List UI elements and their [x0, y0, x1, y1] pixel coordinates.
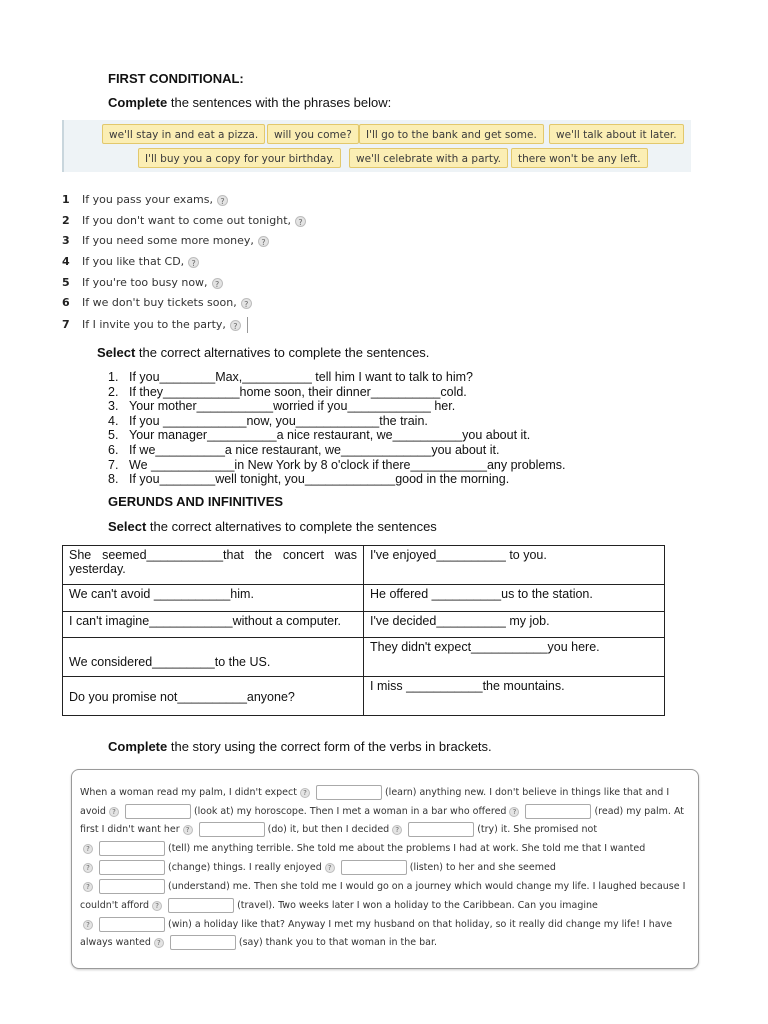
item-text: Your mother___________worried if you____________ her. [129, 399, 456, 414]
table-cell: We can't avoid ___________him. [63, 585, 364, 612]
story-text: always wanted [80, 937, 151, 948]
help-icon[interactable]: ? [83, 882, 93, 892]
instruction-text: the correct alternatives to complete the sentences. [135, 345, 430, 360]
conditional-sentence [62, 193, 228, 206]
item-number: 2 [62, 214, 70, 227]
help-icon[interactable]: ? [152, 901, 162, 911]
story-line [80, 859, 690, 876]
story-text: (read) my palm. At [594, 806, 685, 817]
table-cell: I can't imagine____________without a computer. [63, 612, 364, 638]
story-text: couldn't afford [80, 900, 150, 911]
item-text: If you________well tonight, you_____________good in the morning. [129, 472, 510, 487]
answer-input[interactable] [99, 879, 165, 894]
table-cell: I miss ___________the mountains. [364, 677, 665, 716]
gerunds-table [62, 545, 665, 716]
instruction-bold: Complete [108, 739, 168, 754]
answer-input[interactable] [99, 860, 165, 875]
phrase-bank [62, 120, 691, 172]
story-line [80, 897, 690, 914]
answer-input[interactable] [199, 822, 265, 837]
answer-input[interactable] [408, 822, 474, 837]
story-line [80, 840, 690, 857]
item-text: If we__________a nice restaurant, we_____________you about it. [129, 443, 500, 457]
story-text: (change) things. I really enjoyed [168, 862, 322, 873]
sentence-text: If you pass your exams, [82, 193, 214, 206]
item-number: 4. [108, 413, 119, 428]
sentence-text: If you don't want to come out tonight, [82, 214, 291, 227]
table-cell: I've decided__________ my job. [364, 612, 665, 638]
help-icon[interactable]: ? [212, 278, 223, 289]
help-icon[interactable]: ? [83, 863, 93, 873]
story-line [80, 934, 690, 951]
help-icon[interactable]: ? [83, 844, 93, 854]
section-heading-gerunds: GERUNDS AND INFINITIVES [108, 494, 284, 509]
table-cell: He offered __________us to the station. [364, 585, 665, 612]
story-text: (win) a holiday like that? Anyway I met my husband on that holiday, so it really did change my life! I have [168, 919, 673, 930]
item-text: If they___________home soon, their dinner__________cold. [129, 384, 467, 399]
sentence-text: If I invite you to the party, [82, 318, 226, 331]
answer-input[interactable] [168, 898, 234, 913]
story-text: (tell) me anything terrible. She told me about the problems I had at work. She told me that I wanted [168, 843, 646, 854]
table-cell: They didn't expect___________you here. [364, 638, 665, 677]
story-text: (do) it, but then I decided [267, 824, 390, 835]
item-number: 1 [62, 193, 70, 206]
help-icon[interactable]: ? [83, 920, 93, 930]
conditional-sentence [62, 214, 306, 227]
help-icon[interactable]: ? [109, 807, 119, 817]
table-cell: Do you promise not__________anyone? [63, 677, 364, 716]
help-icon[interactable]: ? [230, 320, 241, 331]
story-text: avoid [80, 806, 106, 817]
story-text: (travel). Two weeks later I won a holiday to the Caribbean. Can you imagine [237, 900, 598, 911]
select-item [108, 385, 467, 400]
table-cell: She seemed___________that the concert was yesterday. [63, 546, 364, 585]
select-item [108, 370, 473, 385]
story-text: (learn) anything new. I don't believe in things like that and I [384, 787, 670, 798]
item-number: 5. [108, 428, 119, 443]
phrase-chip[interactable]: I'll go to the bank and get some. [359, 124, 544, 144]
story-line [80, 916, 690, 933]
item-number: 6. [108, 443, 119, 457]
story-text: (try) it. She promised not [477, 824, 598, 835]
instruction-text: the story using the correct form of the verbs in brackets. [167, 739, 492, 754]
phrase-chip[interactable]: will you come? [267, 124, 359, 144]
help-icon[interactable]: ? [217, 195, 228, 206]
story-exercise-box [71, 769, 699, 969]
conditional-sentence [62, 255, 199, 268]
story-text: (say) thank you to that woman in the bar. [238, 937, 438, 948]
story-text: When a woman read my palm, I didn't expect [80, 787, 297, 798]
item-number: 5 [62, 276, 70, 289]
instruction-text: the correct alternatives to complete the sentences [146, 519, 437, 534]
story-line [80, 784, 690, 801]
item-number: 4 [62, 255, 70, 268]
item-text: Your manager__________a nice restaurant, we__________you about it. [129, 428, 531, 443]
help-icon[interactable]: ? [183, 825, 193, 835]
sentence-text: If we don't buy tickets soon, [82, 296, 237, 309]
select-item [108, 443, 499, 458]
instruction-complete-phrases [108, 95, 391, 110]
select-item [108, 458, 566, 473]
select-item [108, 428, 530, 443]
item-number: 7 [62, 318, 70, 331]
help-icon[interactable]: ? [300, 788, 310, 798]
answer-input[interactable] [525, 804, 591, 819]
story-line [80, 821, 690, 838]
phrase-chip[interactable]: we'll celebrate with a party. [349, 148, 508, 168]
help-icon[interactable]: ? [325, 863, 335, 873]
conditional-sentence [62, 234, 269, 247]
sentence-text: If you're too busy now, [82, 276, 208, 289]
select-item [108, 472, 509, 487]
help-icon[interactable]: ? [188, 257, 199, 268]
phrase-chip[interactable]: there won't be any left. [511, 148, 648, 168]
story-text: (listen) to her and she seemed [409, 862, 556, 873]
instruction-bold: Select [97, 345, 136, 360]
conditional-sentence [62, 276, 223, 289]
story-text: (understand) me. Then she told me I would go on a journey which would change my life. I laughed because I [168, 881, 686, 892]
help-icon[interactable]: ? [295, 216, 306, 227]
select-item [108, 414, 428, 429]
story-line [80, 878, 690, 895]
table-row [63, 677, 665, 716]
answer-input[interactable] [125, 804, 191, 819]
text-cursor [247, 317, 248, 333]
item-text: We ____________in New York by 8 o'clock if there___________any problems. [129, 457, 566, 472]
conditional-sentence [62, 296, 252, 309]
help-icon[interactable]: ? [154, 938, 164, 948]
table-row [63, 638, 665, 677]
sentence-text: If you like that CD, [82, 255, 185, 268]
help-icon[interactable]: ? [241, 298, 252, 309]
help-icon[interactable]: ? [392, 825, 402, 835]
answer-input[interactable] [170, 935, 236, 950]
instruction-gerunds [108, 519, 437, 534]
instruction-story [108, 739, 492, 754]
table-cell: I've enjoyed__________ to you. [364, 546, 665, 585]
table-row [63, 612, 665, 638]
item-number: 2. [108, 384, 119, 399]
story-text: (look at) my horoscope. Then I met a woman in a bar who offered [193, 806, 507, 817]
instruction-text: the sentences with the phrases below: [167, 95, 392, 110]
table-row [63, 546, 665, 585]
answer-input[interactable] [99, 841, 165, 856]
conditional-sentence [62, 317, 248, 333]
help-icon[interactable]: ? [258, 236, 269, 247]
instruction-bold: Complete [108, 95, 168, 110]
item-number: 8. [108, 472, 119, 487]
item-number: 3. [108, 399, 119, 414]
section-heading-first-conditional: FIRST CONDITIONAL: [108, 71, 244, 86]
help-icon[interactable]: ? [509, 807, 519, 817]
item-number: 6 [62, 296, 70, 309]
item-number: 3 [62, 234, 70, 247]
table-cell: We considered_________to the US. [63, 638, 364, 677]
phrase-chip[interactable]: I'll buy you a copy for your birthday. [138, 148, 341, 168]
table-row [63, 585, 665, 612]
story-line [80, 803, 690, 820]
item-number: 7. [108, 457, 119, 472]
phrase-chip[interactable]: we'll stay in and eat a pizza. [102, 124, 265, 144]
answer-input[interactable] [341, 860, 407, 875]
instruction-select [97, 345, 429, 360]
answer-input[interactable] [316, 785, 382, 800]
sentence-text: If you need some more money, [82, 234, 254, 247]
story-text: first I didn't want her [80, 824, 180, 835]
item-text: If you ____________now, you____________the train. [129, 413, 428, 428]
answer-input[interactable] [99, 917, 165, 932]
select-item [108, 399, 455, 414]
phrase-chip[interactable]: we'll talk about it later. [549, 124, 684, 144]
item-text: If you________Max,__________ tell him I want to talk to him? [129, 370, 473, 384]
instruction-bold: Select [108, 519, 147, 534]
item-number: 1. [108, 370, 119, 384]
